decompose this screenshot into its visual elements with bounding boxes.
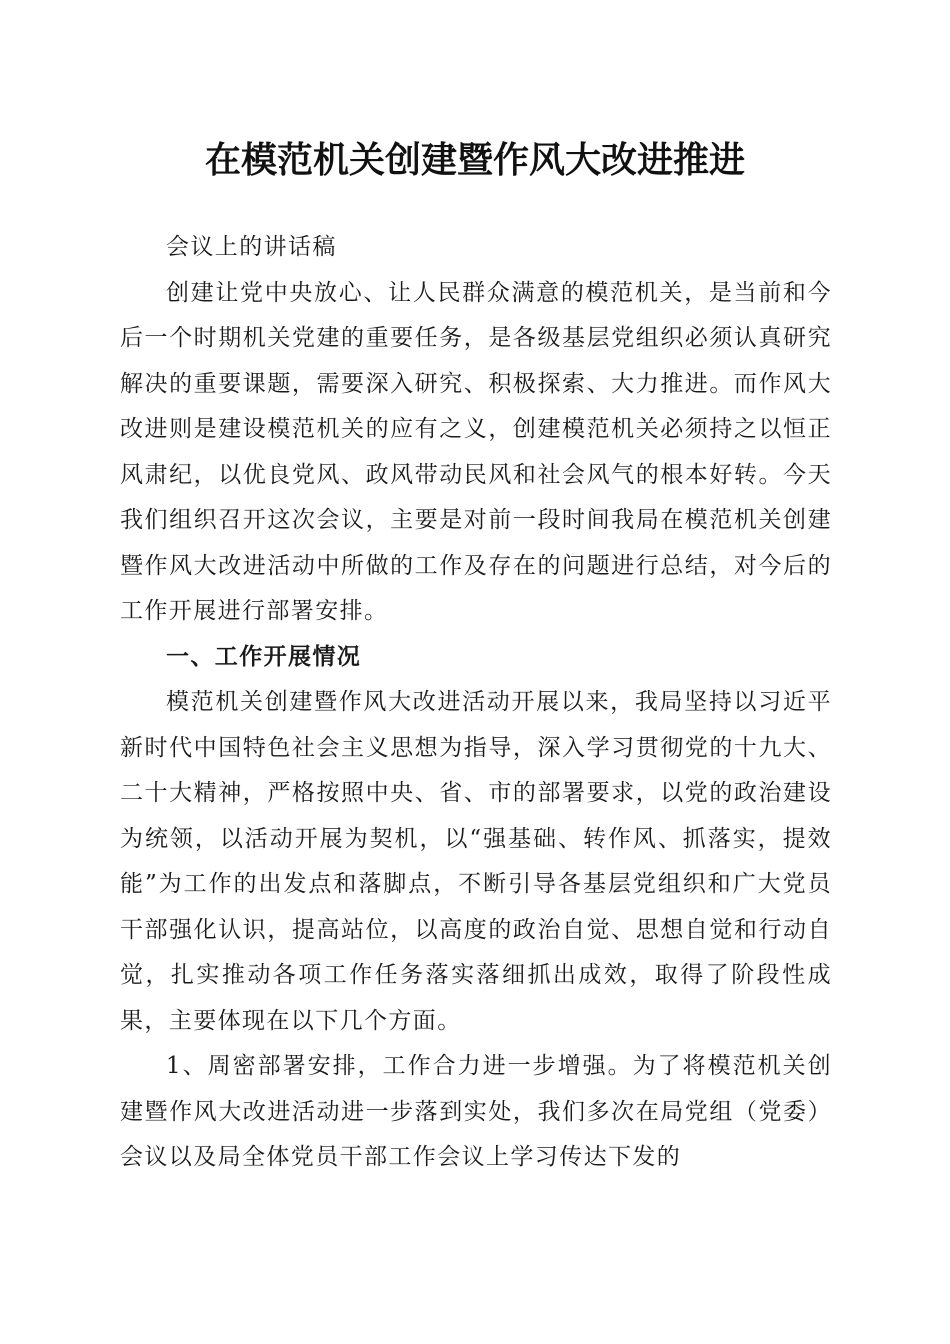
- paragraph-subtitle: 会议上的讲话稿: [166, 234, 337, 260]
- document-title: 在模范机关创建暨作风大改进推进: [204, 139, 745, 181]
- paragraph-work-overview: 模范机关创建暨作风大改进活动开展以来，我局坚持以习近平新时代中国特色社会主义思想为指导，深入学习贯彻党的十九大、二十大精神，严格按照中央、省、市的部署要求，以党的政治建设为统领，以活动开展为契机，以“强基础、转作风、抓落实，提效能”为工作的出发点和落脚点，不断引导各基层党组织和广大党员干部强化认识，提高站位，以高度的政治自觉、思想自觉和行动自觉，扎实推动各项工作任务落实落细抓出成效，取得了阶段性成果，主要体现在以下几个方面。: [120, 689, 832, 1034]
- document-body: [120, 225, 832, 1181]
- section-heading-work-status: 一、工作开展情况: [166, 643, 362, 670]
- paragraph-intro: 创建让党中央放心、让人民群众满意的模范机关，是当前和今后一个时期机关党建的重要任务，是各级基层党组织必须认真研究解决的重要课题，需要深入研究、积极探索、大力推进。而作风大改进则是建设模范机关的应有之义，创建模范机关必须持之以恒正风肃纪，以优良党风、政风带动民风和社会风气的根本好转。今天我们组织召开这次会议，主要是对前一段时间我局在模范机关创建暨作风大改进活动中所做的工作及存在的问题进行总结，对今后的工作开展进行部署安排。: [120, 279, 832, 624]
- paragraph-item-1: 1、周密部署安排，工作合力进一步增强。为了将模范机关创建暨作风大改进活动进一步落到实处，我们多次在局党组（党委）会议以及局全体党员干部工作会议上学习传达下发的: [120, 1053, 832, 1170]
